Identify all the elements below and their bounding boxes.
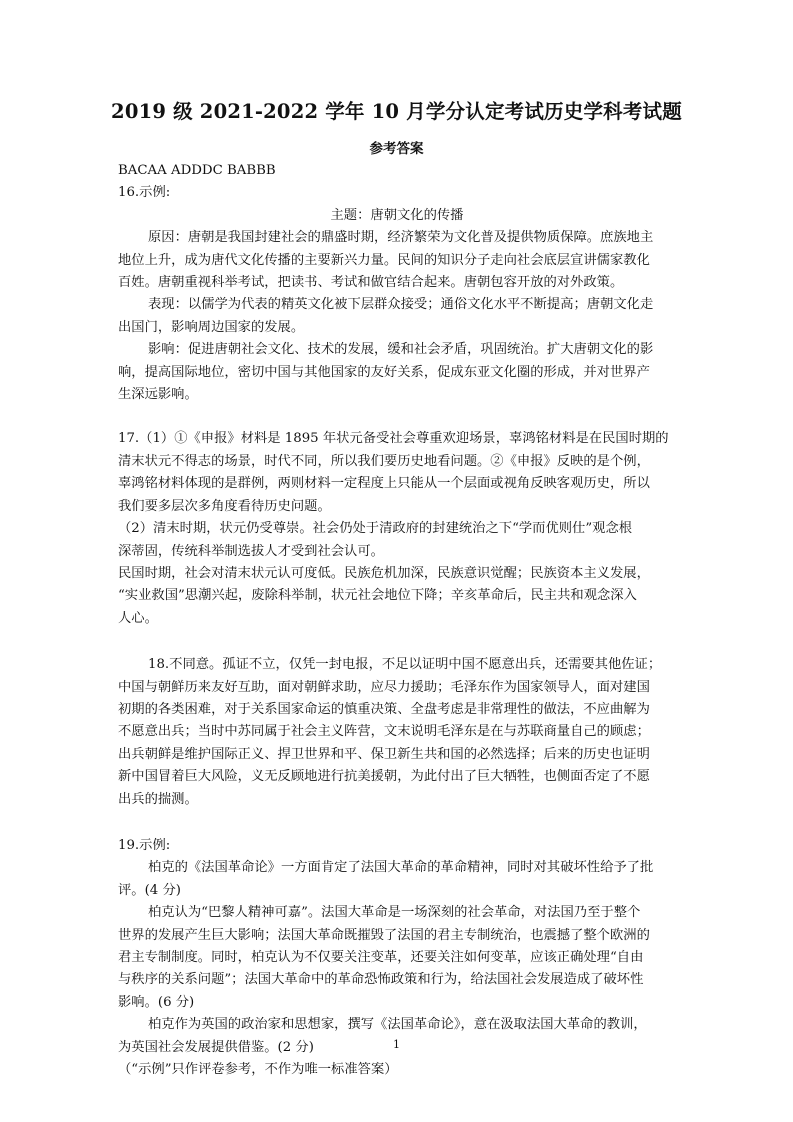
q16-label: 16.示例: bbox=[118, 185, 171, 201]
q18-line: 18.不同意。孤证不立，仅凭一封电报，不足以证明中国不愿意出兵，还需要其他佐证； bbox=[148, 657, 662, 673]
q19-note: （“示例”只作评卷参考，不作为唯一标准答案） bbox=[118, 1062, 398, 1078]
page-number: 1 bbox=[393, 1038, 400, 1051]
q17-line: “实业救国”思潮兴起，废除科举制，状元社会地位下降；辛亥革命后，民主共和观念深入 bbox=[118, 588, 637, 604]
document-subtitle: 参考答案 bbox=[369, 141, 424, 157]
choice-answers: BACAA ADDDC BABBB bbox=[118, 163, 276, 178]
q19-line: 影响。(6 分) bbox=[118, 994, 195, 1010]
q16-line: 响，提高国际地位，密切中国与其他国家的友好关系，促成东亚文化圈的形成，并对世界产 bbox=[118, 364, 650, 380]
document-title: 2019 级 2021-2022 学年 10 月学分认定考试历史学科考试题 bbox=[111, 100, 682, 123]
q18-line: 中国与朝鲜历来友好互助，面对朝鲜求助，应尽力援助；毛泽东作为国家领导人，面对建国 bbox=[118, 679, 650, 695]
q19-line: 评。(4 分) bbox=[118, 882, 181, 898]
q19-line: 君主专制制度。同时，柏克认为不仅要关注变革，还要关注如何变革，应该正确处理“自由 bbox=[118, 950, 644, 965]
q19-line: 柏克的《法国革命论》一方面肯定了法国大革命的革命精神，同时对其破坏性给予了批 bbox=[148, 860, 654, 876]
q17-line: 我们要多层次多角度看待历史问题。 bbox=[118, 498, 331, 514]
q19-line: 世界的发展产生巨大影响；法国大革命既摧毁了法国的君主专制统治，也震撼了整个欧洲的 bbox=[118, 927, 650, 943]
q18-line: 出兵朝鲜是维护国际正义、捍卫世界和平、保卫新生共和国的必然选择；后来的历史也证明 bbox=[118, 746, 650, 762]
q17-line: 17.（1）①《申报》材料是 1895 年状元备受社会尊重欢迎场景，辜鸿铭材料是在民国时期的 bbox=[118, 431, 669, 447]
q16-line: 百姓。唐朝重视科举考试，把读书、考试和做官结合起来。唐朝包容开放的对外政策。 bbox=[118, 275, 624, 291]
q18-line: 出兵的揣测。 bbox=[118, 791, 198, 807]
q17-line: 民国时期，社会对清末状元认可度低。民族危机加深，民族意识觉醒；民族资本主义发展， bbox=[118, 565, 650, 581]
q17-line: （2）清末时期，状元仍受尊崇。社会仍处于清政府的封建统治之下“学而优则仕”观念根 bbox=[118, 521, 633, 537]
q16-line: 原因：唐朝是我国封建社会的鼎盛时期，经济繁荣为文化普及提供物质保障。庶族地主 bbox=[148, 230, 654, 246]
q18-line: 不愿意出兵；当时中苏同属于社会主义阵营，文末说明毛泽东是在与苏联商量自己的顾虑； bbox=[118, 724, 650, 740]
q17-line: 深蒂固，传统科举制选拔人才受到社会认可。 bbox=[118, 543, 384, 559]
q16-line: 生深远影响。 bbox=[118, 387, 198, 403]
q16-line: 地位上升，成为唐代文化传播的主要新兴力量。民间的知识分子走向社会底层宣讲儒家教化 bbox=[118, 252, 650, 268]
document-body bbox=[118, 160, 676, 1081]
q16-theme: 主题：唐朝文化的传播 bbox=[330, 207, 464, 223]
q18-line: 初期的各类困难，对于关系国家命运的慎重决策、全盘考虑是非常理性的做法，不应曲解为 bbox=[118, 701, 650, 717]
q17-line: 人心。 bbox=[118, 610, 158, 626]
q16-line: 影响：促进唐朝社会文化、技术的发展，缓和社会矛盾，巩固统治。扩大唐朝文化的影 bbox=[148, 342, 654, 358]
q16-line: 出国门，影响周边国家的发展。 bbox=[118, 319, 305, 335]
q17-line: 清末状元不得志的场景，时代不同，所以我们要历史地看问题。②《申报》反映的是个例， bbox=[118, 453, 650, 469]
q19-line: 为英国社会发展提供借鉴。(2 分) bbox=[118, 1039, 314, 1055]
q19-label: 19.示例: bbox=[118, 837, 171, 853]
q17-line: 辜鸿铭材料体现的是群例，两则材料一定程度上只能从一个层面或视角反映客观历史，所以 bbox=[118, 476, 650, 492]
q18-line: 新中国冒着巨大风险，义无反顾地进行抗美援朝，为此付出了巨大牺牲，也侧面否定了不愿 bbox=[118, 769, 650, 785]
q16-line: 表现：以儒学为代表的精英文化被下层群众接受；通俗文化水平不断提高；唐朝文化走 bbox=[148, 297, 654, 313]
q19-line: 与秩序的关系问题”；法国大革命中的革命恐怖政策和行为，给法国社会发展造成了破坏性 bbox=[118, 972, 644, 988]
q19-line: 柏克作为英国的政治家和思想家，撰写《法国革命论》，意在汲取法国大革命的教训， bbox=[148, 1017, 647, 1033]
q19-line: 柏克认为“巴黎人精神可嘉”。法国大革命是一场深刻的社会革命，对法国乃至于整个 bbox=[148, 905, 641, 921]
